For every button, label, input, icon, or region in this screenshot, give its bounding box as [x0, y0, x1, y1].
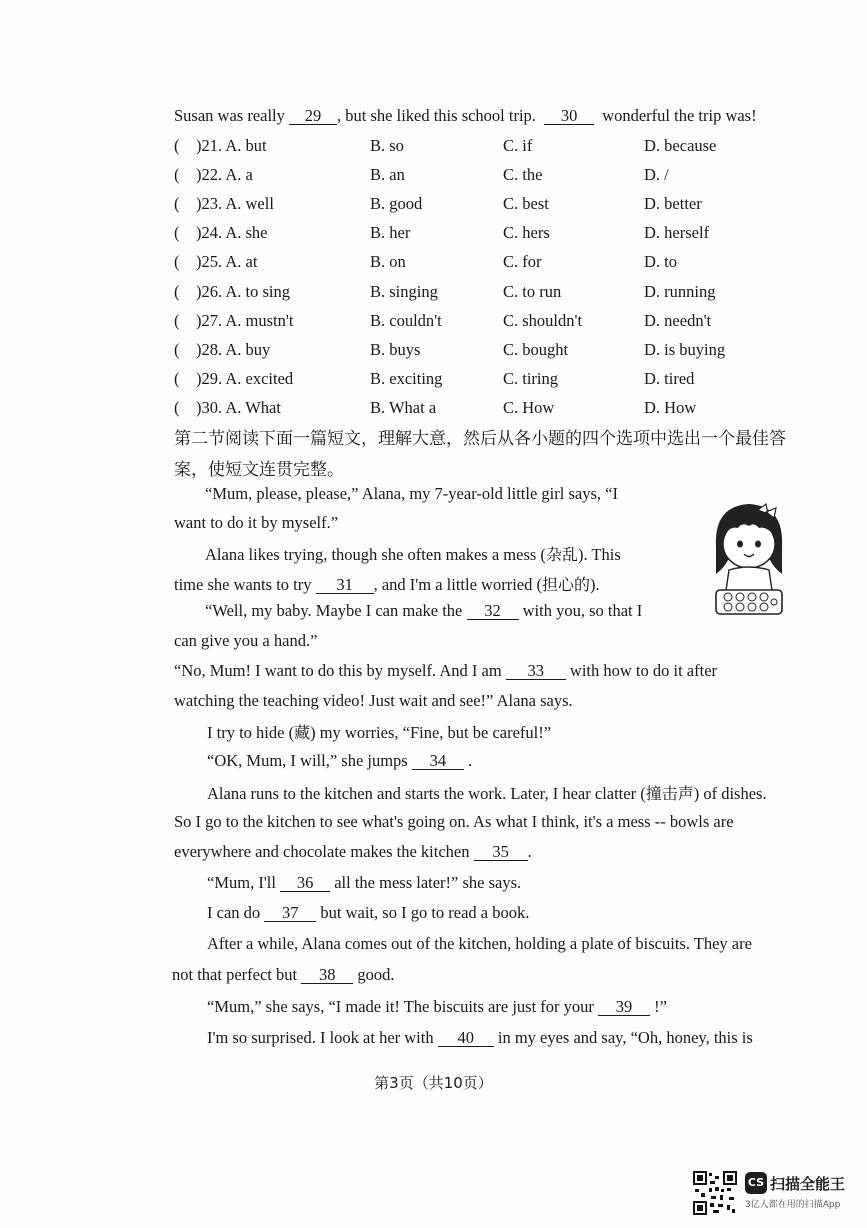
option-c: C. best	[503, 194, 549, 214]
option-c: C. for	[503, 252, 542, 272]
option-c: C. hers	[503, 223, 550, 243]
option-paren: (	[174, 310, 180, 330]
option-c: C. shouldn't	[503, 310, 583, 330]
blank-29: 29	[289, 107, 337, 125]
option-b: B. so	[370, 136, 404, 155]
passage-p9: I can do 37 but wait, so I go to read a book.	[207, 903, 530, 922]
option-b: B. buys	[370, 339, 421, 359]
option-d: D. better	[644, 194, 702, 214]
option-a: )27. A. mustn't	[196, 310, 294, 330]
option-c: C. the	[503, 165, 543, 185]
option-b: B. good	[370, 194, 423, 214]
option-d: D. How	[644, 397, 697, 417]
passage-p7-line3: everywhere and chocolate makes the kitchen 35 .	[174, 842, 532, 861]
passage-p8: “Mum, I'll 36 all the mess later!” she says.	[207, 873, 522, 892]
passage-p3-line2: can give you a hand.”	[174, 631, 318, 650]
blank-36: 36	[280, 874, 330, 892]
option-d: D. herself	[644, 223, 710, 243]
option-d: D. because	[644, 136, 717, 155]
option-paren: (	[174, 223, 180, 243]
option-a: )29. A. excited	[196, 368, 294, 388]
option-a: )25. A. at	[196, 252, 258, 272]
option-a: )21. A. but	[196, 136, 267, 155]
option-c: C. to run	[503, 281, 562, 301]
passage-p2-line1: Alana likes trying, though she often makes a mess (杂乱). This	[205, 545, 621, 564]
passage-p7-line2: So I go to the kitchen to see what's going on. As what I think, it's a mess -- bowls are	[174, 812, 734, 831]
option-paren: (	[174, 136, 180, 155]
option-paren: (	[174, 252, 180, 272]
intro-suffix: wonderful the trip was!	[602, 106, 757, 125]
blank-37: 37	[264, 904, 316, 922]
option-d: D. tired	[644, 368, 695, 388]
option-c: C. if	[503, 136, 533, 155]
girl-baking-illustration	[704, 496, 794, 626]
intro-middle: , but she liked this school trip.	[337, 106, 536, 125]
passage-p1-line2: want to do it by myself.”	[174, 513, 339, 532]
passage-p12: I'm so surprised. I look at her with 40 in my eyes and say, “Oh, honey, this is	[207, 1028, 753, 1047]
option-d: D. to	[644, 252, 677, 272]
option-b: B. couldn't	[370, 310, 442, 330]
passage-p6: “OK, Mum, I will,” she jumps 34 .	[207, 751, 473, 770]
intro-line	[174, 106, 757, 126]
passage-p1-line1: “Mum, please, please,” Alana, my 7-year-old little girl says, “I	[205, 484, 618, 503]
intro-prefix: Susan was really	[174, 106, 285, 125]
option-a: )30. A. What	[196, 397, 281, 417]
page-footer: 第3页（共10页）	[374, 1074, 493, 1092]
option-paren: (	[174, 165, 180, 185]
option-a: )26. A. to sing	[196, 281, 290, 301]
option-b: B. on	[370, 252, 406, 272]
blank-32: 32	[467, 602, 519, 620]
scanner-watermark	[745, 1172, 845, 1210]
option-b: B. an	[370, 165, 405, 185]
section2-heading-line1: 第二节阅读下面一篇短文，理解大意，然后从各小题的四个选项中选出一个最佳答	[174, 429, 786, 449]
option-c: C. tiring	[503, 368, 559, 388]
option-paren: (	[174, 339, 180, 359]
option-paren: (	[174, 397, 180, 417]
passage-p7-line1: Alana runs to the kitchen and starts the work. Later, I hear clatter (撞击声) of dishes.	[207, 784, 767, 803]
option-b: B. exciting	[370, 368, 443, 388]
blank-33: 33	[506, 662, 566, 680]
option-d: D. running	[644, 281, 716, 301]
passage-p10-line2: not that perfect but 38 good.	[172, 965, 395, 984]
passage-p11: “Mum,” she says, “I made it! The biscuits are just for your 39 !”	[207, 997, 667, 1016]
blank-31: 31	[316, 576, 374, 594]
option-a: )24. A. she	[196, 223, 268, 243]
scanner-logo: CS	[745, 1172, 767, 1194]
option-c: C. How	[503, 397, 555, 417]
qr-code-icon	[693, 1171, 737, 1215]
option-paren: (	[174, 281, 180, 301]
passage-p4-line1: “No, Mum! I want to do this by myself. And I am 33 with how to do it after	[174, 661, 718, 680]
option-a: )22. A. a	[196, 165, 253, 185]
option-paren: (	[174, 194, 180, 214]
passage-p3-line1: “Well, my baby. Maybe I can make the 32 with you, so that I	[205, 601, 643, 620]
option-a: )23. A. well	[196, 194, 274, 214]
scanner-subtitle: 3亿人都在用的扫描App	[745, 1200, 841, 1210]
option-d: D. is buying	[644, 339, 726, 359]
option-b: B. What a	[370, 397, 437, 417]
section2-heading-line2: 案，使短文连贯完整。	[174, 460, 344, 480]
option-c: C. bought	[503, 339, 569, 359]
passage-p10-line1: After a while, Alana comes out of the kitchen, holding a plate of biscuits. They are	[207, 934, 752, 953]
option-d: D. needn't	[644, 310, 712, 330]
passage-p4-line2: watching the teaching video! Just wait and see!” Alana says.	[174, 691, 573, 710]
passage-p5: I try to hide (藏) my worries, “Fine, but be careful!”	[207, 723, 552, 742]
option-b: B. her	[370, 223, 411, 243]
passage-p2-line2: time she wants to try 31 , and I'm a little worried (担心的).	[174, 575, 600, 594]
blank-34: 34	[412, 752, 464, 770]
blank-30: 30	[544, 107, 594, 125]
blank-40: 40	[438, 1029, 494, 1047]
blank-38: 38	[301, 966, 353, 984]
option-a: )28. A. buy	[196, 339, 271, 359]
option-b: B. singing	[370, 281, 438, 301]
scanner-name: 扫描全能王	[770, 1174, 846, 1193]
blank-35: 35	[474, 843, 528, 861]
blank-39: 39	[598, 998, 650, 1016]
option-paren: (	[174, 368, 180, 388]
option-d: D. /	[644, 165, 669, 185]
